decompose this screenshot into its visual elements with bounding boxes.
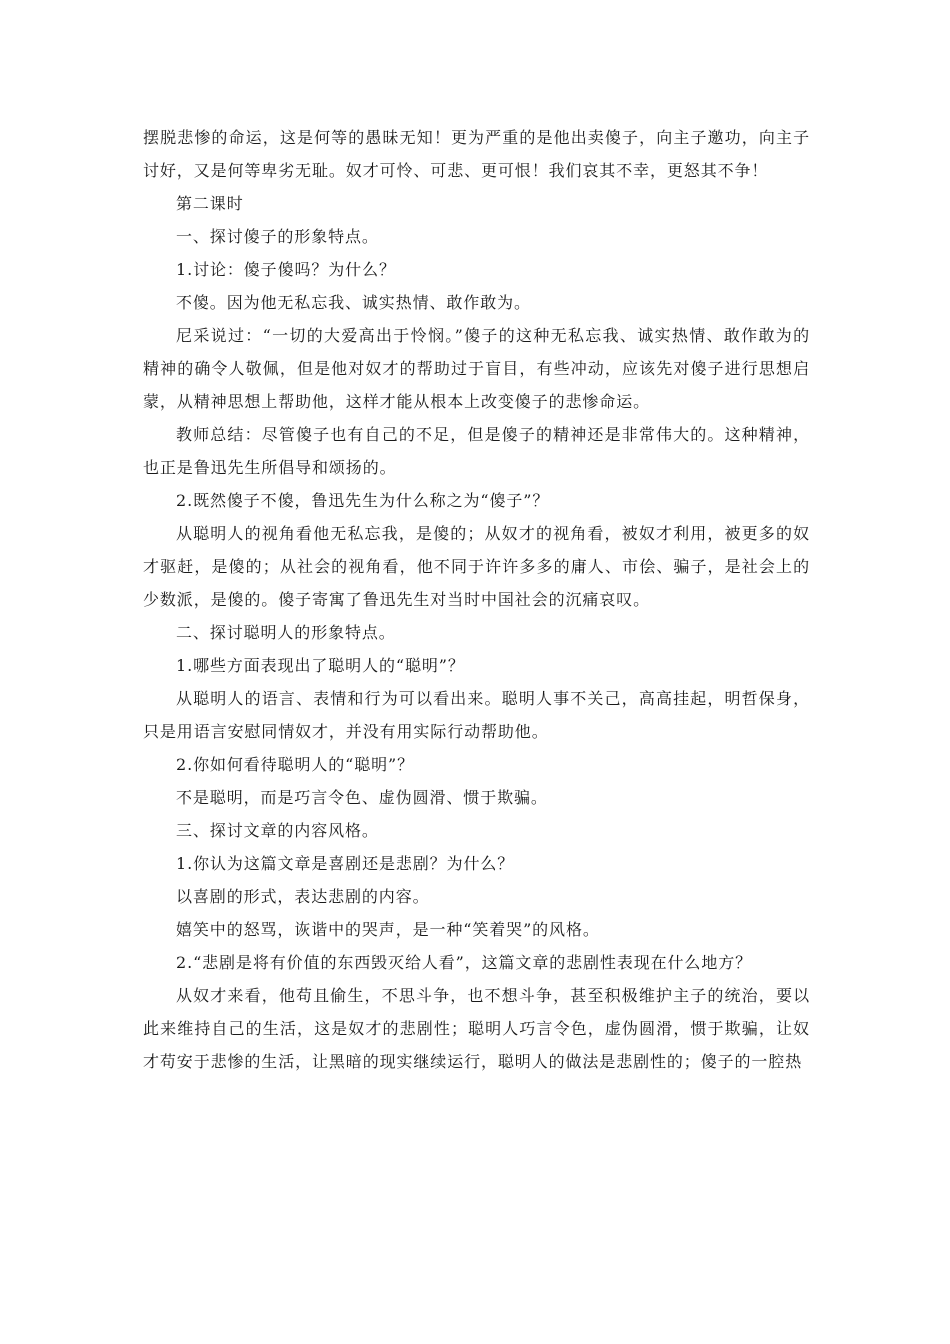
question-style-1: 1.你认为这篇文章是喜剧还是悲剧？为什么？ bbox=[176, 854, 515, 873]
question-fool-2: 2.既然傻子不傻，鲁迅先生为什么称之为“傻子”？ bbox=[176, 491, 550, 510]
question-wise-man-2: 2.你如何看待聪明人的“聪明”？ bbox=[176, 755, 415, 774]
paragraph-continuation: 摆脱悲惨的命运，这是何等的愚昧无知！更为严重的是他出卖傻子，向主子邀功，向主子讨好，又是何等卑劣无耻。奴才可怜、可悲、更可恨！我们哀其不幸，更怒其不争！ bbox=[143, 128, 810, 180]
section-title-second-lesson: 第二课时 bbox=[176, 194, 244, 213]
heading-wise-man-image: 二、探讨聪明人的形象特点。 bbox=[176, 623, 396, 642]
answer-wise-man-1: 从聪明人的语言、表情和行为可以看出来。聪明人事不关己，高高挂起，明哲保身，只是用语言安慰同情奴才，并没有用实际行动帮助他。 bbox=[143, 689, 810, 741]
question-style-2: 2.“悲剧是将有价值的东西毁灭给人看”，这篇文章的悲剧性表现在什么地方？ bbox=[176, 953, 753, 972]
document-body bbox=[143, 121, 810, 1078]
answer-fool-2: 从聪明人的视角看他无私忘我，是傻的；从奴才的视角看，被奴才利用，被更多的奴才驱赶，是傻的；从社会的视角看，他不同于许许多多的庸人、市侩、骗子，是社会上的少数派，是傻的。傻子寄寓了鲁迅先生对当时中国社会的沉痛哀叹。 bbox=[143, 524, 810, 609]
paragraph-teacher-summary: 教师总结：尽管傻子也有自己的不足，但是傻子的精神还是非常伟大的。这种精神，也正是鲁迅先生所倡导和颂扬的。 bbox=[143, 425, 810, 477]
answer-style-1a: 以喜剧的形式，表达悲剧的内容。 bbox=[176, 887, 430, 906]
paragraph-nietzsche-quote: 尼采说过：“一切的大爱高出于怜悯。”傻子的这种无私忘我、诚实热情、敢作敢为的精神的确令人敬佩，但是他对奴才的帮助过于盲目，有些冲动，应该先对傻子进行思想启蒙，从精神思想上帮助他，这样才能从根本上改变傻子的悲惨命运。 bbox=[143, 326, 810, 411]
answer-style-1b: 嬉笑中的怒骂，诙谐中的哭声，是一种“笑着哭”的风格。 bbox=[176, 920, 600, 939]
answer-style-2: 从奴才来看，他苟且偷生，不思斗争，也不想斗争，甚至积极维护主子的统治，要以此来维持自己的生活，这是奴才的悲剧性；聪明人巧言令色，虚伪圆滑，惯于欺骗，让奴才苟安于悲惨的生活，让黑暗的现实继续运行，聪明人的做法是悲剧性的；傻子的一腔热 bbox=[143, 986, 810, 1071]
heading-style: 三、探讨文章的内容风格。 bbox=[176, 821, 379, 840]
heading-fool-image: 一、探讨傻子的形象特点。 bbox=[176, 227, 379, 246]
question-fool-1: 1.讨论：傻子傻吗？为什么？ bbox=[176, 260, 396, 279]
answer-wise-man-2: 不是聪明，而是巧言令色、虚伪圆滑、惯于欺骗。 bbox=[176, 788, 548, 807]
answer-fool-1: 不傻。因为他无私忘我、诚实热情、敢作敢为。 bbox=[176, 293, 531, 312]
question-wise-man-1: 1.哪些方面表现出了聪明人的“聪明”？ bbox=[176, 656, 465, 675]
